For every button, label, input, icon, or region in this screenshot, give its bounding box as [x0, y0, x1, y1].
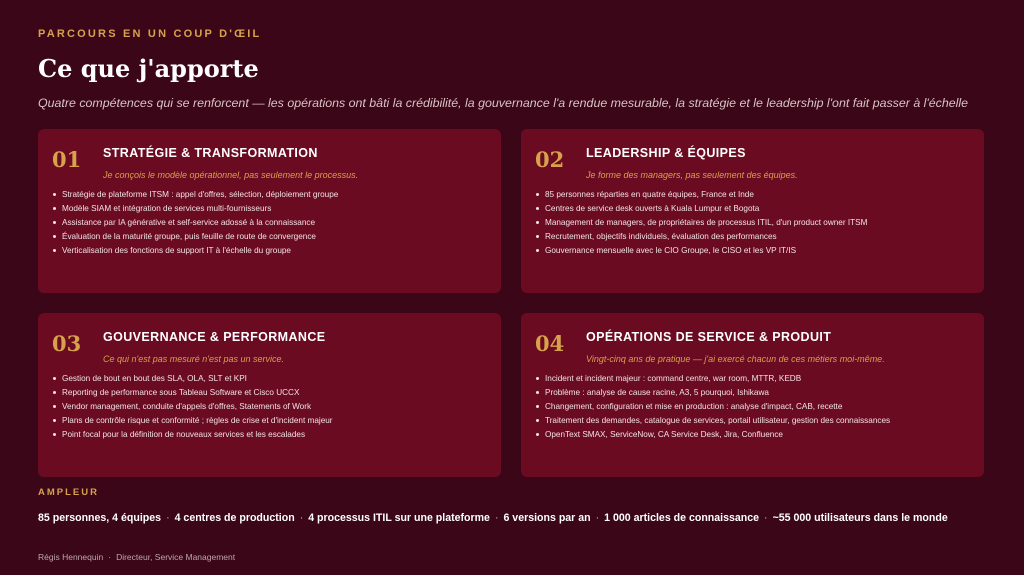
footer-separator: ·	[108, 552, 112, 562]
list-item: Évaluation de la maturité groupe, puis feuille de route de convergence	[52, 230, 338, 244]
list-item: Reporting de performance sous Tableau Software et Cisco UCCX	[52, 386, 333, 400]
card-list	[535, 372, 890, 442]
footer-role: Directeur, Service Management	[116, 552, 236, 562]
scope-item: 4 processus ITIL sur une plateforme	[308, 512, 490, 524]
list-item: Problème : analyse de cause racine, A3, 5 pourquoi, Ishikawa	[535, 386, 890, 400]
card-tagline: Je forme des managers, pas seulement des équipes.	[586, 170, 798, 180]
list-item: Plans de contrôle risque et conformité ; règles de crise et d'incident majeur	[52, 414, 333, 428]
card-number: 02	[535, 147, 565, 172]
page-kicker: PARCOURS EN UN COUP D'ŒIL	[38, 28, 262, 40]
scope-label: AMPLEUR	[38, 487, 99, 498]
card-tagline: Vingt-cinq ans de pratique — j'ai exercé chacun de ces métiers moi-même.	[586, 354, 885, 364]
list-item: Recrutement, objectifs individuels, évaluation des performances	[535, 230, 867, 244]
list-item: Management de managers, de propriétaires de processus ITIL, d'un product owner ITSM	[535, 216, 867, 230]
list-item: Gouvernance mensuelle avec le CIO Groupe, le CISO et les VP IT/IS	[535, 244, 867, 258]
page-title: Ce que j'apporte	[38, 54, 259, 83]
list-item: Gestion de bout en bout des SLA, OLA, SLT et KPI	[52, 372, 333, 386]
card-leadership	[521, 129, 984, 293]
scope-separator: ·	[494, 512, 499, 524]
card-title: LEADERSHIP & ÉQUIPES	[586, 146, 746, 160]
list-item: Verticalisation des fonctions de support IT à l'échelle du groupe	[52, 244, 338, 258]
list-item: Point focal pour la définition de nouveaux services et les escalades	[52, 428, 333, 442]
card-list	[52, 372, 333, 442]
card-number: 03	[52, 331, 82, 356]
footer	[38, 552, 235, 562]
card-list	[52, 188, 338, 258]
card-number: 04	[535, 331, 565, 356]
scope-item: 85 personnes, 4 équipes	[38, 512, 162, 524]
scope-item: 6 versions par an	[503, 512, 591, 524]
list-item: Changement, configuration et mise en production : analyse d'impact, CAB, recette	[535, 400, 890, 414]
list-item: Centres de service desk ouverts à Kuala Lumpur et Bogota	[535, 202, 867, 216]
list-item: Traitement des demandes, catalogue de services, portail utilisateur, gestion des connaissances	[535, 414, 890, 428]
list-item: Stratégie de plateforme ITSM : appel d'offres, sélection, déploiement groupe	[52, 188, 338, 202]
list-item: OpenText SMAX, ServiceNow, CA Service Desk, Jira, Confluence	[535, 428, 890, 442]
card-strategy	[38, 129, 501, 293]
list-item: Incident et incident majeur : command centre, war room, MTTR, KEDB	[535, 372, 890, 386]
scope-separator: ·	[299, 512, 304, 524]
scope-item: ~55 000 utilisateurs dans le monde	[772, 512, 948, 524]
list-item: Modèle SIAM et intégration de services multi-fournisseurs	[52, 202, 338, 216]
page-subtitle: Quatre compétences qui se renforcent — les opérations ont bâti la crédibilité, la gouvernance l'a rendue mesurable, la stratégie et le leadership l'ont fait passer à l'échelle	[38, 96, 969, 110]
card-operations	[521, 313, 984, 477]
card-title: OPÉRATIONS DE SERVICE & PRODUIT	[586, 330, 832, 344]
scope-separator: ·	[595, 512, 600, 524]
list-item: 85 personnes réparties en quatre équipes, France et Inde	[535, 188, 867, 202]
card-list	[535, 188, 867, 258]
card-tagline: Ce qui n'est pas mesuré n'est pas un service.	[103, 354, 285, 364]
scope-separator: ·	[166, 512, 170, 524]
list-item: Vendor management, conduite d'appels d'offres, Statements of Work	[52, 400, 333, 414]
scope-item: 4 centres de production	[174, 512, 295, 524]
card-title: GOUVERNANCE & PERFORMANCE	[103, 330, 326, 344]
card-governance	[38, 313, 501, 477]
list-item: Assistance par IA générative et self-service adossé à la connaissance	[52, 216, 338, 230]
card-tagline: Je conçois le modèle opérationnel, pas seulement le processus.	[103, 170, 359, 180]
footer-name: Régis Hennequin	[38, 552, 104, 562]
card-title: STRATÉGIE & TRANSFORMATION	[103, 146, 318, 160]
card-number: 01	[52, 147, 82, 172]
scope-summary	[38, 512, 948, 524]
scope-separator: ·	[764, 512, 768, 524]
scope-item: 1 000 articles de connaissance	[604, 512, 760, 524]
